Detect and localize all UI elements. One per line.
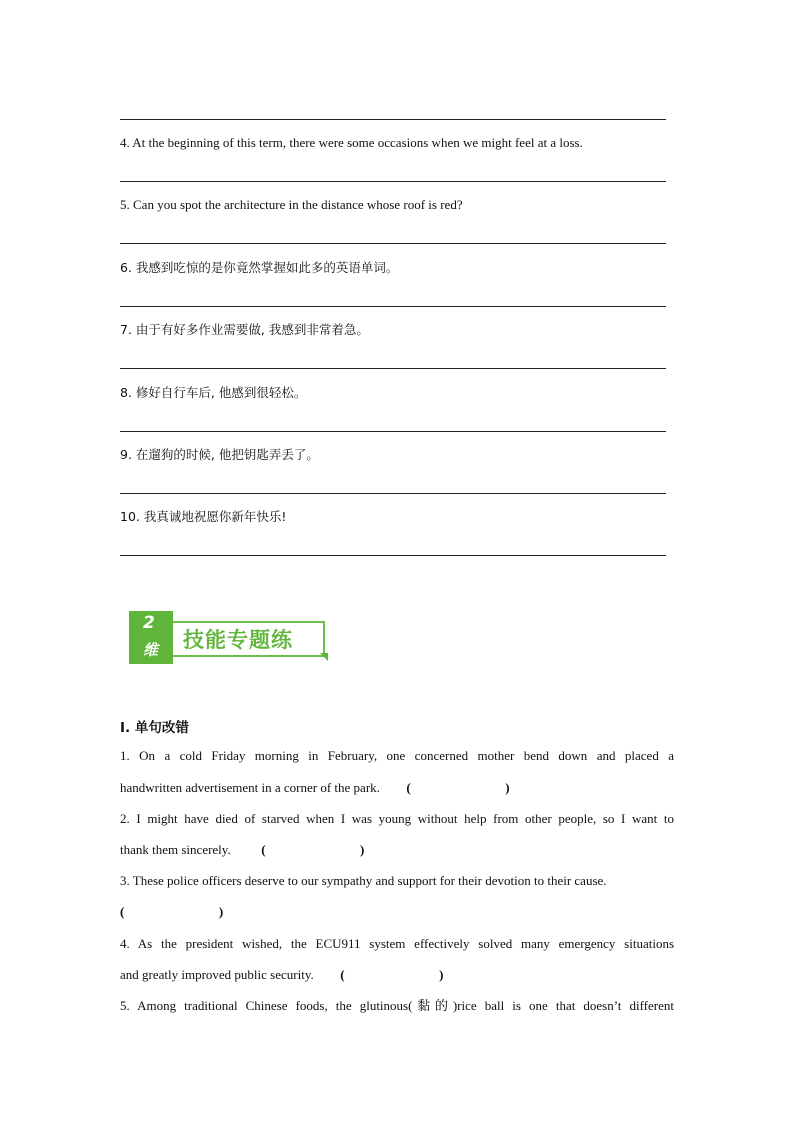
answer-line <box>120 368 666 369</box>
translation-item-9: 9. 在遛狗的时候, 他把钥匙弄丢了。 <box>120 447 319 462</box>
correction-item-4-text: and greatly improved public security. <box>120 967 314 982</box>
answer-line <box>120 555 666 556</box>
answer-bracket-open: ( <box>340 967 345 982</box>
section-banner <box>129 611 325 665</box>
banner-corner-triangle <box>320 653 328 661</box>
banner-number-box <box>129 611 173 664</box>
translation-item-5: 5. Can you spot the architecture in the distance whose roof is red? <box>120 197 463 212</box>
correction-item-3-line-2 <box>120 904 223 920</box>
answer-bracket-open: ( <box>406 780 411 795</box>
correction-item-4-line-2 <box>120 967 443 983</box>
correction-item-5-line-1: 5. Among traditional Chinese foods, the glutinous(黏的)rice ball is one that doesn’t different <box>120 998 674 1013</box>
answer-line <box>120 306 666 307</box>
answer-line <box>120 493 666 494</box>
correction-item-2-line-2 <box>120 842 364 858</box>
correction-item-1-line-1: 1. On a cold Friday morning in February, one concerned mother bend down and placed a <box>120 748 674 763</box>
answer-bracket-open: ( <box>120 904 125 919</box>
translation-item-4: 4. At the beginning of this term, there were some occasions when we might feel at a loss. <box>120 135 583 150</box>
correction-item-2-line-1: 2. I might have died of starved when I was young without help from other people, so I want to <box>120 811 674 826</box>
translation-item-7: 7. 由于有好多作业需要做, 我感到非常着急。 <box>120 322 369 337</box>
correction-item-2-text: thank them sincerely. <box>120 842 231 857</box>
answer-line <box>120 181 666 182</box>
answer-bracket-close: ) <box>360 842 365 857</box>
correction-item-4-line-1: 4. As the president wished, the ECU911 system effectively solved many emergency situations <box>120 936 674 951</box>
answer-bracket-close: ) <box>439 967 444 982</box>
banner-title: 技能专题练 <box>183 628 293 652</box>
answer-line <box>120 119 666 120</box>
answer-line <box>120 243 666 244</box>
answer-line <box>120 431 666 432</box>
section-heading: I. 单句改错 <box>120 720 189 736</box>
answer-bracket-close: ) <box>505 780 510 795</box>
answer-bracket-close: ) <box>218 904 224 919</box>
correction-item-1-text: handwritten advertisement in a corner of the park. <box>120 780 380 795</box>
banner-number-suffix: 维 <box>143 641 159 659</box>
correction-item-3-line-1: 3. These police officers deserve to our sympathy and support for their devotion to their cause. <box>120 873 607 888</box>
answer-bracket-open: ( <box>261 842 266 857</box>
translation-item-8: 8. 修好自行车后, 他感到很轻松。 <box>120 385 307 400</box>
translation-item-10: 10. 我真诚地祝愿你新年快乐! <box>120 509 287 524</box>
correction-item-1-line-2 <box>120 780 510 796</box>
translation-item-6: 6. 我感到吃惊的是你竟然掌握如此多的英语单词。 <box>120 260 399 275</box>
banner-number: 2 <box>143 613 155 633</box>
banner-title-box <box>173 621 325 657</box>
